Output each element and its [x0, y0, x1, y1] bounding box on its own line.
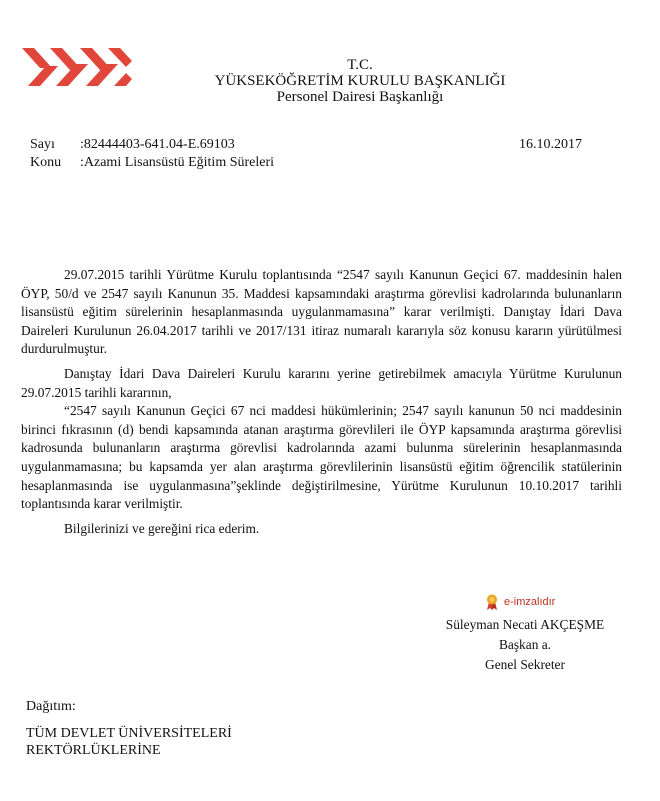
e-signature-text: e-imzalıdır — [504, 596, 556, 608]
paragraph-2: Danıştay İdari Dava Daireleri Kurulu kararını yerine getirebilmek amacıyla Yürütme Kurulunun 29.07.2015 tarihli kararının, — [21, 365, 622, 400]
e-signature-badge — [486, 594, 555, 610]
distribution-label: Dağıtım: — [26, 699, 76, 714]
header-department: Personel Dairesi Başkanlığı — [276, 89, 444, 105]
yok-logo-icon — [22, 48, 132, 86]
konu-value: :Azami Lisansüstü Eğitim Süreleri — [80, 155, 275, 170]
paragraph-1: 29.07.2015 tarihli Yürütme Kurulu toplantısında “2547 sayılı Kanunun Geçici 67. maddesinin halen ÖYP, 50/d ve 2547 sayılı Kanunun 35. Maddesi kapsamındaki araştırma görevlisi kadrolarında bulunanların lisansüstü eğitim sürelerinin hesaplanmasında uygulanmamasına” karar verilmişti. Danıştay İdari Dava Daireleri Kurulunun 26.04.2017 tarihli ve 2017/131 itiraz numaralı kararıyla söz konusu kararın yürütülmesi durdurulmuştur. — [21, 267, 622, 357]
paragraph-3: “2547 sayılı Kanunun Geçici 67 nci maddesi hükümlerinin; 2547 sayılı kanunun 50 nci maddesinin birinci fıkrasının (d) bendi kapsamında atanan araştırma görevlileri ile ÖYP kapsamında araştırma görevlisi kadrosunda bulunanların araştırma görevlisi kadrolarında azami bulunma sürelerinin hesaplanmasında uygulanmamasına; bu kapsamda yer alan araştırma görevlilerinin lisansüstü eğitim öğrencilik statülerinin hesaplanmasında ise uygulanmasına”şeklinde değiştirilmesine, Yürütme Kurulunun 10.10.2017 tarihli toplantısında karar verilmiştir. — [21, 403, 622, 512]
signatory-name: Süleyman Necati AKÇEŞME — [445, 617, 605, 632]
letter-body — [21, 266, 622, 538]
konu-label: Konu — [30, 155, 62, 170]
distribution-recipient-line-1: TÜM DEVLET ÜNİVERSİTELERİ — [26, 726, 232, 741]
sayi-value: :82444403-641.04-E.69103 — [80, 137, 235, 152]
document-date: 16.10.2017 — [519, 137, 582, 152]
header-tc: T.C. — [347, 57, 373, 73]
sayi-label: Sayı — [30, 137, 55, 152]
signatory-title: Başkan a. — [498, 637, 552, 652]
paragraph-4: Bilgilerinizi ve gereğini rica ederim. — [64, 520, 260, 536]
distribution-recipient-line-2: REKTÖRLÜKLERİNE — [26, 743, 161, 758]
rosette-badge-icon — [486, 594, 498, 610]
header-organization: YÜKSEKÖĞRETİM KURULU BAŞKANLIĞI — [214, 73, 506, 89]
signatory-role: Genel Sekreter — [485, 657, 565, 672]
